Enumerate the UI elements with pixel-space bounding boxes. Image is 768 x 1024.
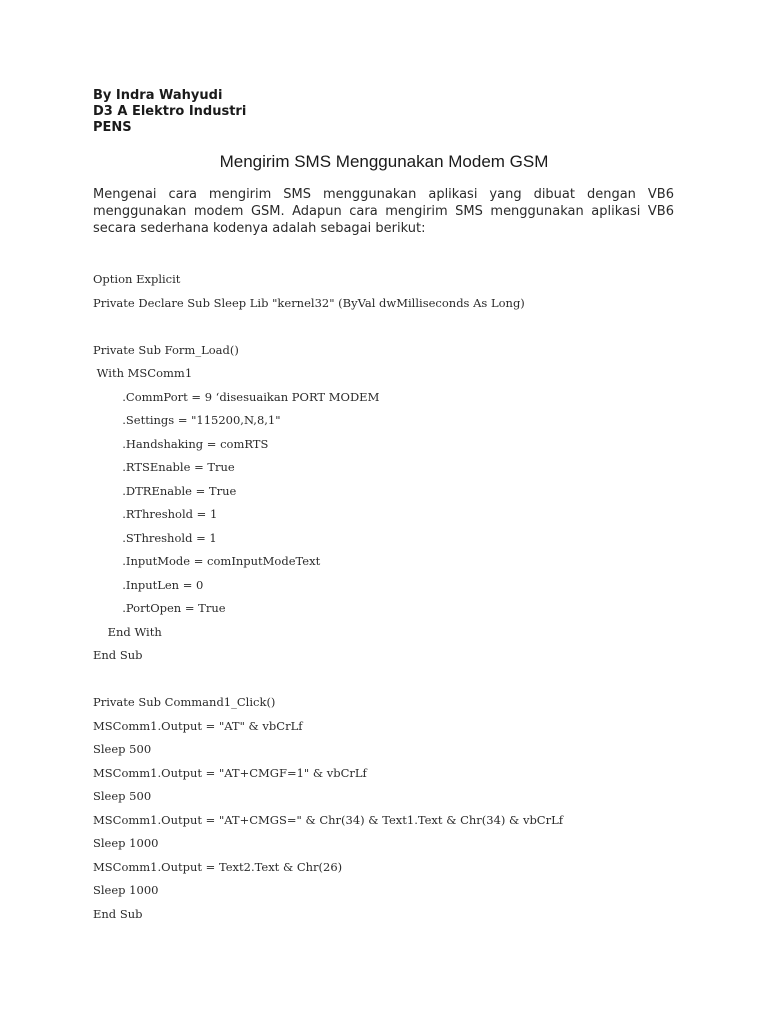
code-line: MSComm1.Output = "AT+CMGS=" & Chr(34) & Text1.Text & Chr(34) & vbCrLf <box>93 812 563 827</box>
code-line: .PortOpen = True <box>93 601 226 615</box>
code-line <box>93 668 563 692</box>
author-institution: PENS <box>93 120 132 135</box>
code-line: With MSComm1 <box>93 366 193 380</box>
code-line: .RThreshold = 1 <box>93 507 218 521</box>
code-line: End With <box>93 624 162 639</box>
code-line: Private Declare Sub Sleep Lib "kernel32" (ByVal dwMilliseconds As Long) <box>93 295 525 310</box>
code-line: .Handshaking = comRTS <box>93 436 269 451</box>
code-block <box>93 268 563 926</box>
code-line: Private Sub Command1_Click() <box>93 695 276 709</box>
code-line: .RTSEnable = True <box>93 460 235 474</box>
code-line: .CommPort = 9 ‘disesuaikan PORT MODEM <box>93 389 380 404</box>
author-class: D3 A Elektro Industri <box>93 104 247 119</box>
code-line: Sleep 1000 <box>93 883 159 897</box>
code-line: Sleep 1000 <box>93 836 159 850</box>
code-line: .InputLen = 0 <box>93 577 204 592</box>
code-line: MSComm1.Output = Text2.Text & Chr(26) <box>93 859 343 874</box>
author-block <box>93 88 246 136</box>
code-line: .Settings = "115200,N,8,1" <box>93 413 281 427</box>
code-line: Option Explicit <box>93 272 181 286</box>
intro-paragraph: Mengenai cara mengirim SMS menggunakan aplikasi yang dibuat dengan VB6 menggunakan modem GSM. Adapun cara mengirim SMS menggunakan aplikasi VB6 secara sederhana kodenya adalah sebagai berikut: <box>93 187 674 236</box>
code-line: End Sub <box>93 906 143 921</box>
code-line: .DTREnable = True <box>93 483 237 498</box>
author-name: By Indra Wahyudi <box>93 88 223 103</box>
code-line: MSComm1.Output = "AT" & vbCrLf <box>93 718 303 733</box>
code-line: .InputMode = comInputModeText <box>93 554 321 568</box>
code-line <box>93 315 563 339</box>
code-line: .SThreshold = 1 <box>93 530 217 545</box>
document-title: Mengirim SMS Menggunakan Modem GSM <box>219 152 549 171</box>
code-line: Sleep 500 <box>93 789 152 803</box>
code-line: Private Sub Form_Load() <box>93 342 239 357</box>
code-line: Sleep 500 <box>93 742 152 756</box>
code-line: MSComm1.Output = "AT+CMGF=1" & vbCrLf <box>93 765 367 780</box>
code-line: End Sub <box>93 648 143 662</box>
